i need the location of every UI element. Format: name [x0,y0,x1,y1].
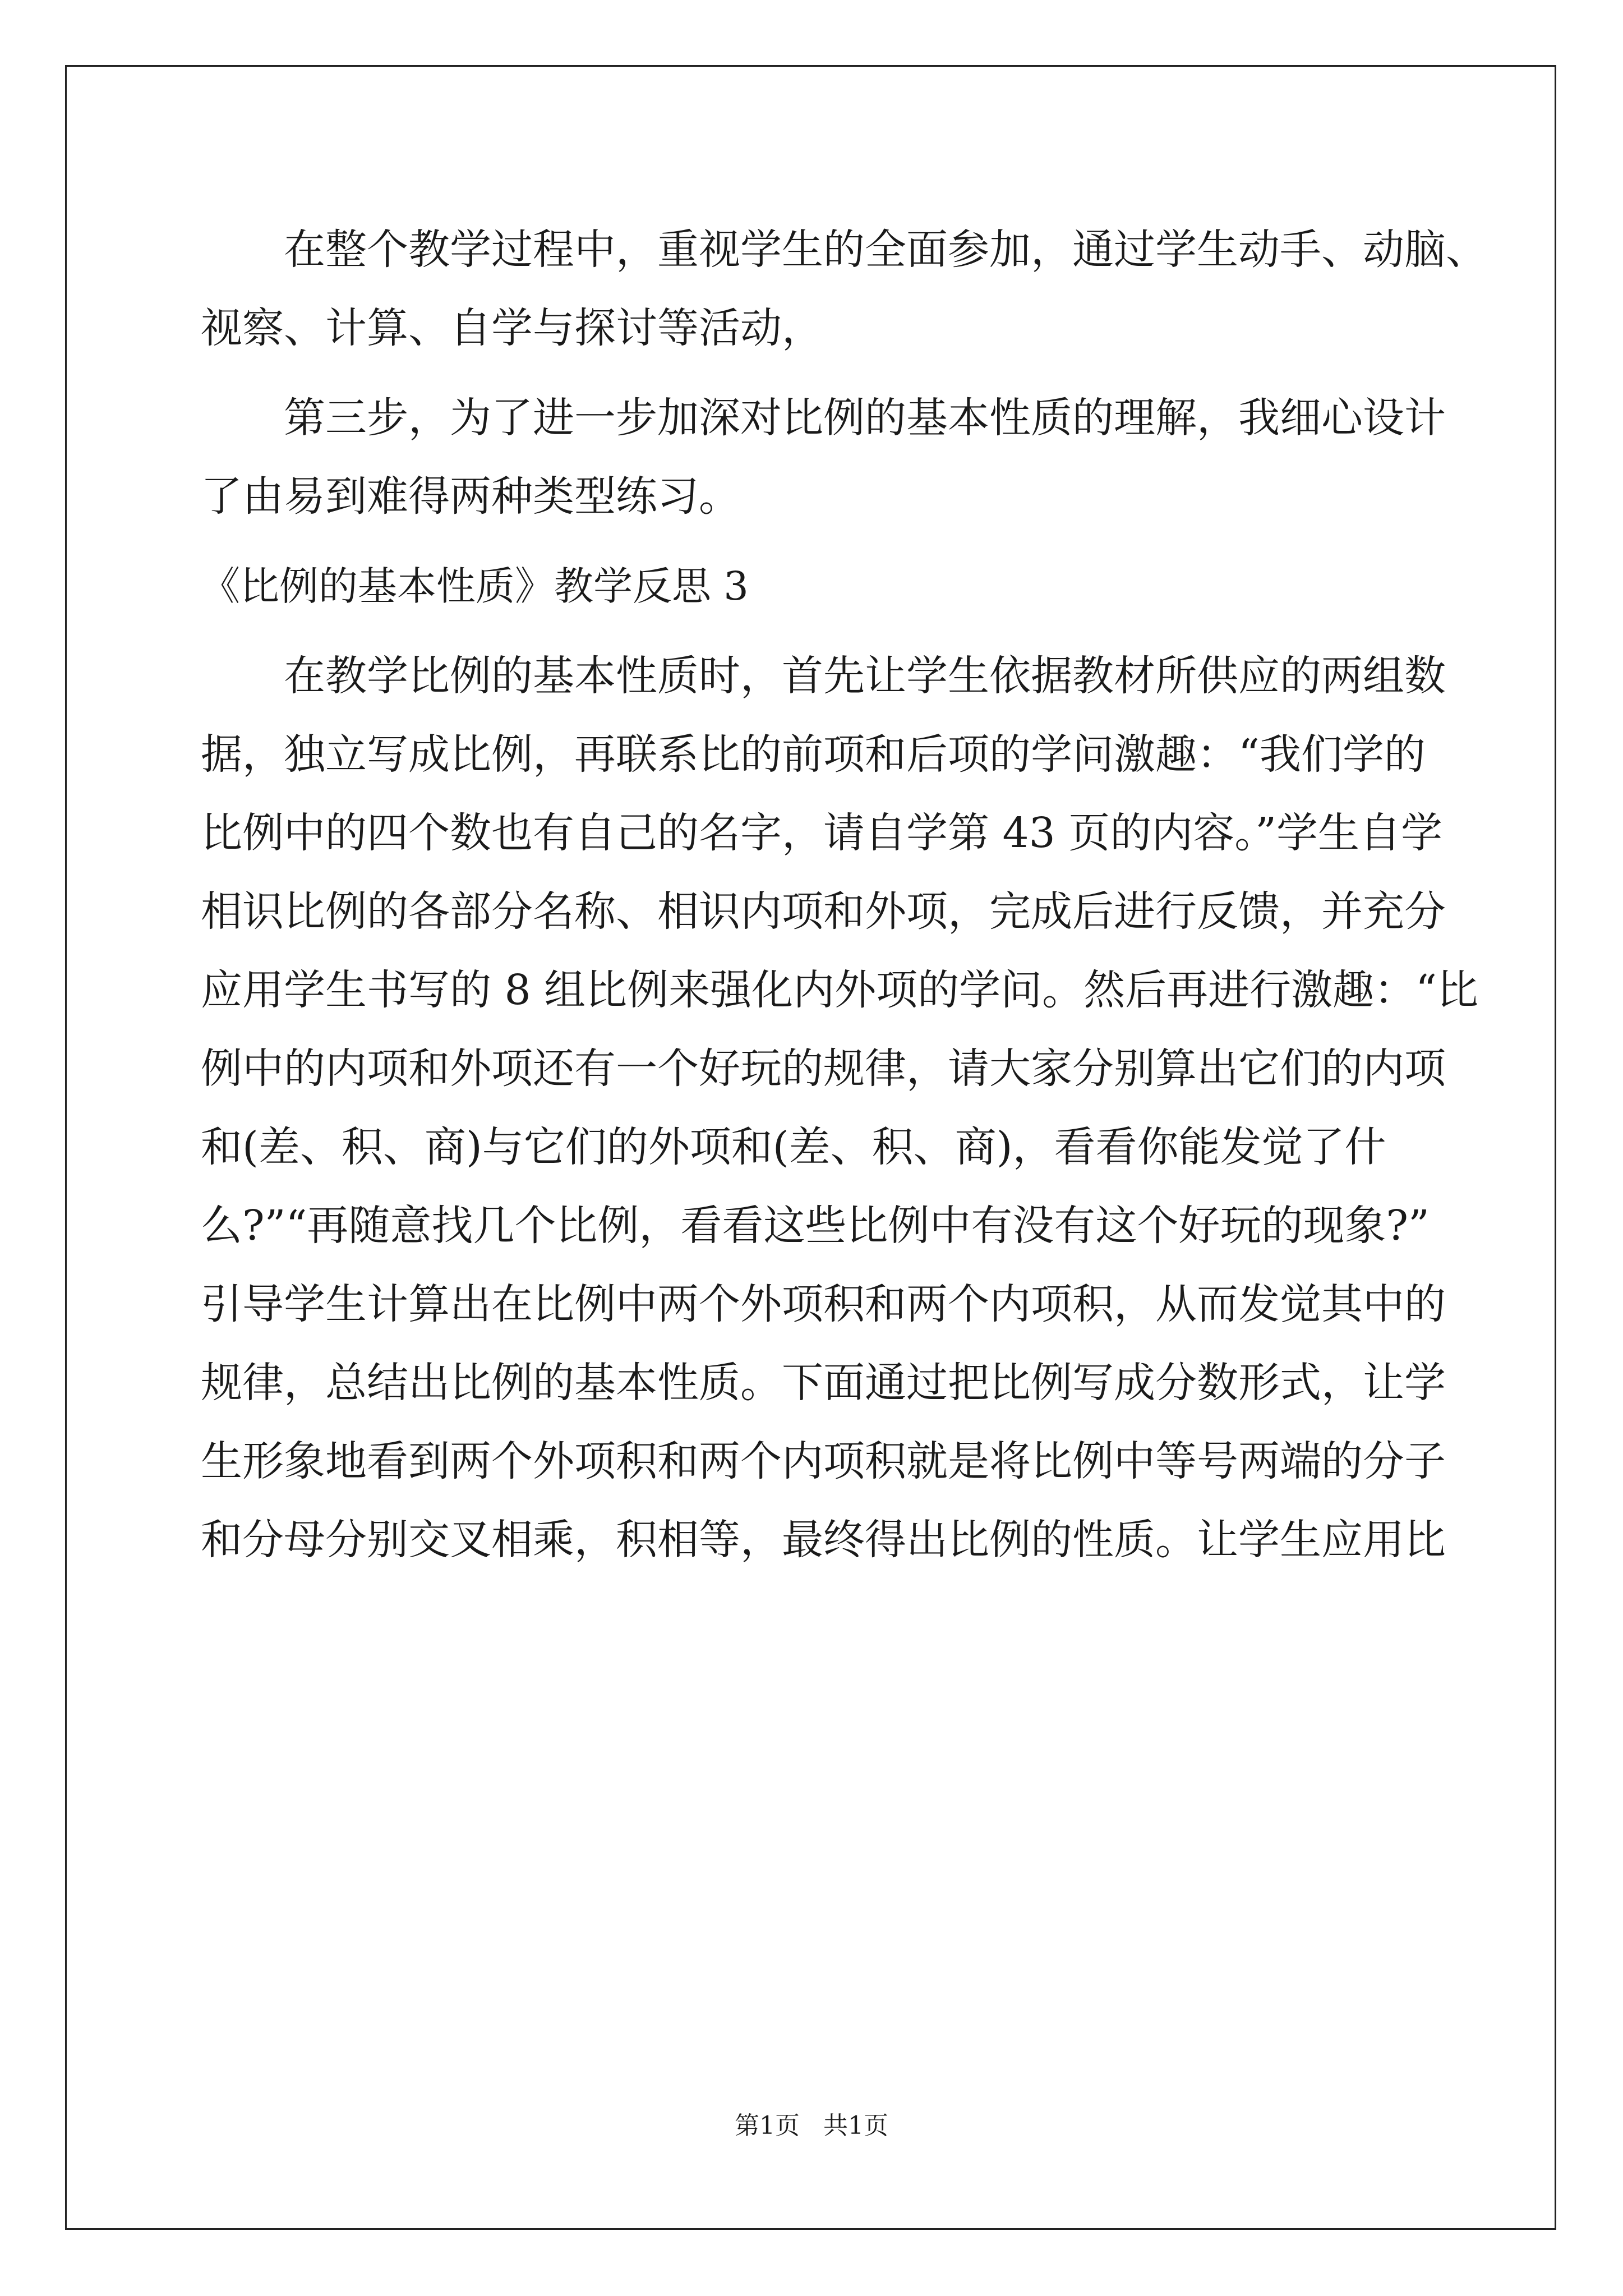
body-line: 在教学比例的基本性质时，首先让学生依据教材所供应的两组数 [284,652,1446,700]
body-line: 例中的内项和外项还有一个好玩的规律，请大家分别算出它们的内项 [201,1045,1446,1093]
page-number-footer: 第1页 共1页 [735,2111,888,2140]
body-line: 据，独立写成比例，再联系比的前项和后项的学问激趣：“我们学的 [201,730,1426,779]
body-line: 规律，总结出比例的基本性质。下面通过把比例写成分数形式，让学 [201,1359,1446,1407]
body-line: 和分母分别交叉相乘，积相等，最终得出比例的性质。让学生应用比 [201,1516,1446,1564]
paragraph-line: 了由易到难得两种类型练习。 [201,472,740,521]
body-line: 应用学生书写的 8 组比例来强化内外项的学问。然后再进行激趣：“比 [201,966,1478,1014]
paragraph-line: 视察、计算、自学与探讨等活动， [201,304,823,352]
body-line: 相识比例的各部分名称、相识内项和外项，完成后进行反馈，并充分 [201,887,1446,936]
body-line: 引导学生计算出在比例中两个外项积和两个内项积，从而发觉其中的 [201,1280,1446,1328]
body-line: 比例中的四个数也有自己的名字，请自学第 43 页的内容。”学生自学 [201,809,1443,857]
body-line: 么?”“再随意找几个比例，看看这些比例中有没有这个好玩的现象?” [201,1202,1430,1250]
body-line: 和(差、积、商)与它们的外项和(差、积、商)，看看你能发觉了什 [201,1123,1386,1171]
paragraph-line: 在整个教学过程中，重视学生的全面参加，通过学生动手、动脑、 [284,226,1487,274]
body-line: 生形象地看到两个外项积和两个内项积就是将比例中等号两端的分子 [201,1437,1446,1485]
section-heading: 《比例的基本性质》教学反思 3 [201,563,749,609]
paragraph-line: 第三步，为了进一步加深对比例的基本性质的理解，我细心设计 [284,394,1446,442]
